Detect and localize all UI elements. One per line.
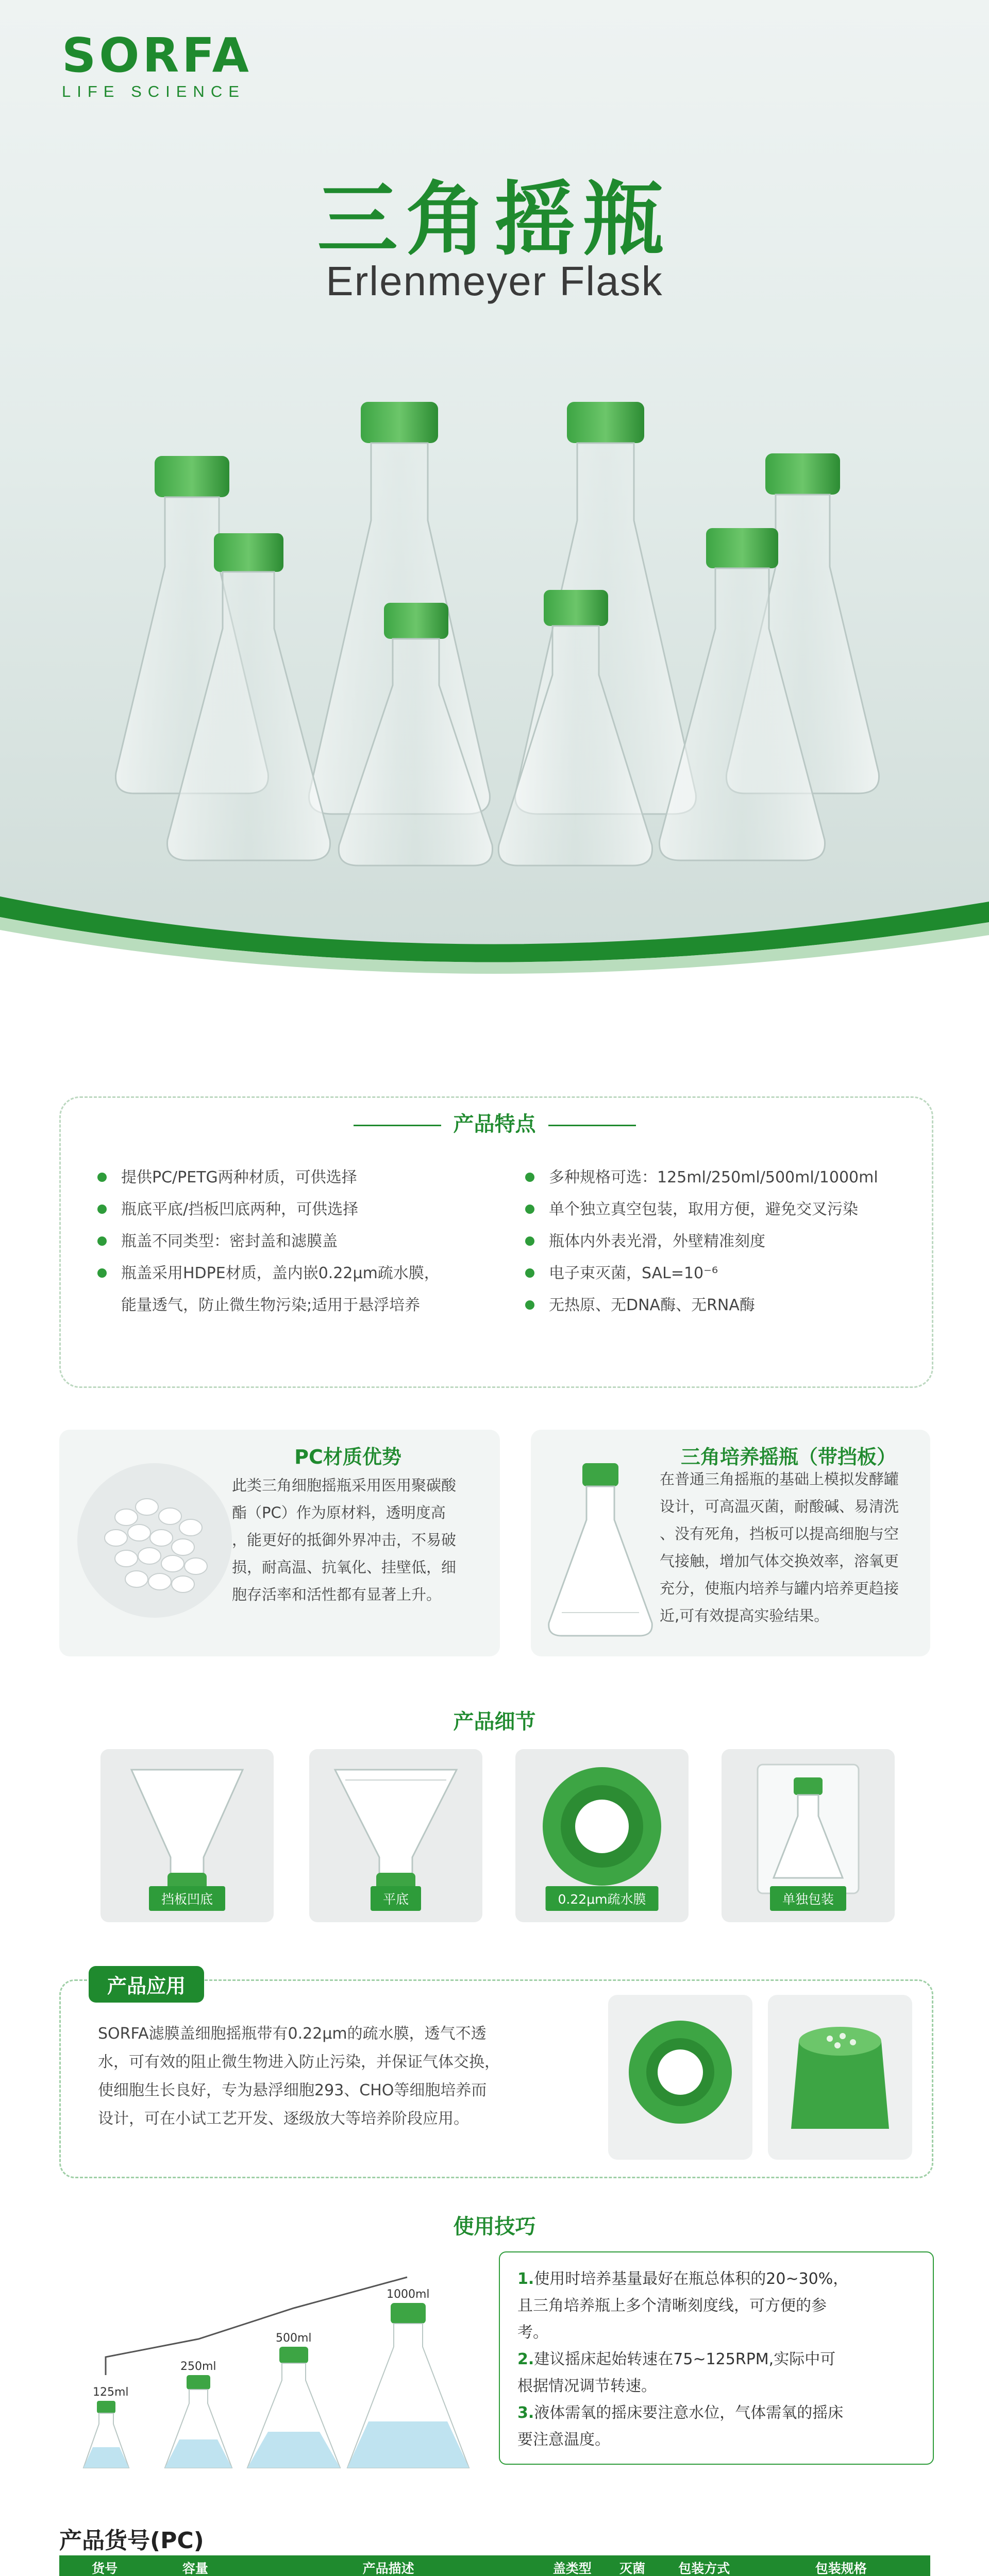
pc-product-table [59, 2555, 930, 2576]
tip-line: 3.液体需氧的摇床要注意水位，气体需氧的摇床 [517, 2404, 844, 2422]
page-title: 三角摇瓶 [317, 173, 672, 266]
detail-membrane [515, 1749, 689, 1922]
tip-line: 要注意温度。 [517, 2431, 610, 2449]
feature-item: 瓶体内外表光滑，外壁精准刻度 [549, 1231, 765, 1252]
flask-group-image [0, 350, 989, 907]
feature-item: 无热原、无DNA酶、无RNA酶 [549, 1295, 755, 1316]
feature-item: 电子束灭菌，SAL=10⁻⁶ [549, 1263, 718, 1284]
baffle-card-text-line: 、没有死角，挡板可以提高细胞与空 [660, 1525, 899, 1543]
table-header-cell: 产品描述 [240, 2555, 536, 2576]
detail-baffle-bottom [100, 1749, 274, 1922]
detail-caption: 平底 [371, 1886, 421, 1911]
baffle-card-text-line: 充分，使瓶内培养与罐内培养更趋接 [660, 1580, 899, 1597]
table-header-cell: 容量 [150, 2555, 240, 2576]
detail-caption: 0.22μm疏水膜 [546, 1886, 659, 1911]
table-header-cell: 灭菌 [608, 2555, 657, 2576]
tip-line: 1.使用时培养基量最好在瓶总体积的20~30%， [517, 2270, 849, 2288]
volume-label: 125ml [93, 2386, 129, 2399]
baffle-flask-card [531, 1430, 930, 1656]
application-text-line: 水，可有效的阻止微生物进入防止污染，并保证气体交换， [98, 2053, 500, 2071]
flask-125ml-icon [83, 2401, 129, 2468]
detail-flat-bottom [309, 1749, 482, 1922]
hero-banner [0, 0, 989, 979]
volume-label: 500ml [276, 2332, 312, 2345]
application-text [98, 2020, 577, 2133]
feature-item: 瓶盖采用HDPE材质，盖内嵌0.22μm疏水膜， [121, 1263, 440, 1284]
flask-500ml-icon [247, 2347, 340, 2468]
baffle-card-text-line: 在普通三角摇瓶的基础上模拟发酵罐 [660, 1470, 899, 1488]
baffle-card-text-line: 气接触，增加气体交换效率，溶氧更 [660, 1552, 899, 1570]
table-header-cell: 包装规格 [751, 2555, 930, 2576]
flask-250ml-icon [165, 2375, 232, 2468]
table-header-cell: 盖类型 [537, 2555, 608, 2576]
application-text-line: 设计，可在小试工艺开发、逐级放大等培养阶段应用。 [98, 2110, 469, 2128]
details-title: 产品细节 [453, 1710, 536, 1734]
tip-line: 2.建议摇床起始转速在75~125RPM,实际中可 [517, 2350, 836, 2368]
table-header-cell: 货号 [59, 2555, 150, 2576]
filter-cap-images [608, 1995, 917, 2160]
tip-line: 根据情况调节转速。 [517, 2377, 657, 2395]
pc-card-text-line: 酯（PC）作为原材料，透明度高 [232, 1504, 446, 1521]
feature-item: 多种规格可选：125ml/250ml/500ml/1000ml [549, 1167, 878, 1188]
baffle-card-text-line: 近,可有效提高实验结果。 [660, 1607, 829, 1624]
features-title: 产品特点 [0, 1108, 989, 1137]
feature-item: 瓶底平底/挡板凹底两种，可供选择 [121, 1199, 358, 1220]
pc-table-title: 产品货号(PC) [59, 2528, 204, 2554]
tip-line: 且三角培养瓶上多个清晰刻度线，可方便的参 [517, 2297, 827, 2315]
green-swoosh-decoration [0, 886, 989, 979]
table-header-row [59, 2555, 930, 2576]
tip-line: 考。 [517, 2324, 548, 2342]
pc-card-title: PC材质优势 [294, 1446, 401, 1468]
baffle-card-title: 三角培养摇瓶（带挡板） [680, 1446, 896, 1468]
brand-name: SORFA [62, 28, 252, 83]
tips-text [517, 2266, 919, 2453]
volume-diagram [77, 2246, 490, 2483]
pc-card-text-line: 胞存活率和活性都有显著上升。 [232, 1586, 442, 1603]
feature-item: 单个独立真空包装，取用方便，避免交叉污染 [549, 1199, 858, 1220]
application-text-line: SORFA滤膜盖细胞摇瓶带有0.22μm的疏水膜，透气不透 [98, 2025, 487, 2043]
sorfa-logo [62, 28, 252, 101]
detail-caption: 挡板凹底 [149, 1886, 225, 1911]
detail-caption: 单独包装 [770, 1886, 846, 1911]
application-tag: 产品应用 [89, 1966, 204, 2003]
feature-item: 瓶盖不同类型：密封盖和滤膜盖 [121, 1231, 338, 1252]
pc-material-card [59, 1430, 500, 1656]
pc-card-text-line: 此类三角细胞摇瓶采用医用聚碳酸 [232, 1477, 457, 1494]
application-text-line: 使细胞生长良好，专为悬浮细胞293、CHO等细胞培养而 [98, 2081, 487, 2099]
table-header-cell: 包装方式 [657, 2555, 751, 2576]
pc-card-text-line: ，能更好的抵御外界冲击，不易破 [232, 1531, 457, 1549]
pc-pellets-image [70, 1455, 240, 1625]
volume-label: 250ml [180, 2360, 216, 2373]
feature-item-continuation: 能量透气，防止微生物污染;适用于悬浮培养 [121, 1296, 421, 1314]
page-subtitle: Erlenmeyer Flask [326, 258, 663, 304]
pc-card-text-line: 损，耐高温、抗氧化、挂壁低，细 [232, 1558, 457, 1576]
flask-1000ml-icon [347, 2303, 469, 2468]
tips-title: 使用技巧 [453, 2215, 536, 2239]
volume-label: 1000ml [387, 2288, 430, 2301]
baffle-flask-image [541, 1458, 660, 1643]
feature-item: 提供PC/PETG两种材质，可供选择 [121, 1167, 357, 1188]
baffle-card-text-line: 设计，可高温灭菌，耐酸碱、易清洗 [660, 1498, 899, 1515]
brand-subtitle: LIFE SCIENCE [62, 82, 245, 100]
detail-packaging [722, 1749, 895, 1922]
